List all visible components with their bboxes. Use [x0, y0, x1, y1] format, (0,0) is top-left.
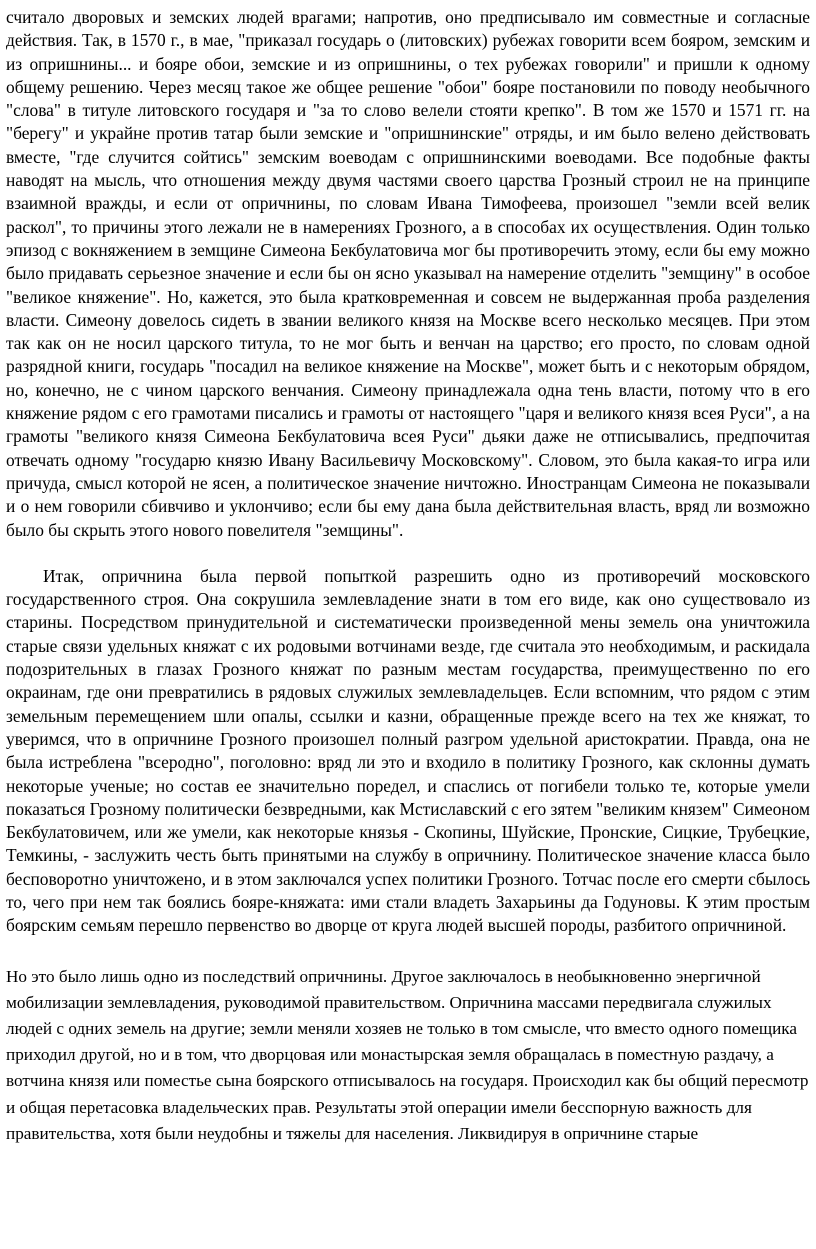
paragraph-2: Итак, опричнина была первой попыткой разрешить одно из противоречий московского государственного строя. Она сокрушила землевладение знати в том его виде, как оно существовало из старины. Посредством принудительной и систематически произведенной мены земель она уничтожила старые связи удельных княжат с их родовыми вотчинами везде, где считала это необходимым, и раскидала подозрительных в глазах Грозного княжат по разным местам государства, преимущественно по его окраинам, где они превратились в рядовых служилых землевладельцев. Если вспомним, что рядом с этим земельным перемещением шли опалы, ссылки и казни, обращенные прежде всего на тех же княжат, то уверимся, что в опричнине Грозного произошел полный разгром удельной аристократии. Правда, она не была истреблена "всеродно", поголовно: вряд ли это и входило в политику Грозного, как склонны думать некоторые ученые; но состав ее значительно поредел, и спаслись от погибели только те, которые умели показаться Грозному политически безвредными, как Мстиславский с его зятем "великим князем" Симеоном Бекбулатовичем, или же умели, как некоторые князья - Скопины, Шуйские, Пронские, Сицкие, Трубецкие, Темкины, - заслужить честь быть принятыми на службу в опричнину. Политическое значение класса было бесповоротно уничтожено, и в этом заключался успех политики Грозного. Тотчас после его смерти сбылось то, чего при нем так боялись бояре-княжата: ими стали владеть Захарьины да Годуновы. К этим простым боярским семьям перешло первенство во дворце от круга людей высшей породы, разбитого опричниной.: [6, 565, 810, 936]
paragraph-3: Но это было лишь одно из последствий опричнины. Другое заключалось в необыкновенно энергичной мобилизации землевладения, руководимой правительством. Опричнина массами передвигала служилых людей с одних земель на другие; земли меняли хозяев не только в том смысле, что вместо одного помещика приходил другой, но и в том, что дворцовая или монастырская земля обращалась в поместную раздачу, а вотчина князя или поместье сына боярского отписывалось на государя. Происходил как бы общий пересмотр и общая перетасовка владельческих прав. Результаты этой операции имели бесспорную важность для правительства, хотя были неудобны и тяжелы для населения. Ликвидируя в опричнине старые: [6, 966, 809, 1143]
paragraph-1: считало дворовых и земских людей врагами; напротив, оно предписывало им совместные и согласные действия. Так, в 1570 г., в мае, "приказал государь о (литовских) рубежах говорити всем бояром, земским и из опришнины... и бояре обои, земские и из опришнины, о тех рубежах говорили" и пришли к одному общему решению. Через месяц такое же общее решение "обои" бояре постановили по поводу необычного "слова" в титуле литовского государя и "за то слово велели стояти крепко". В том же 1570 и 1571 гг. на "берегу" и украйне против татар были земские и "опришнинские" отряды, и им было велено действовать вместе, "где случится сойтись" земским воеводам с опришнинскими воеводами. Все подобные факты наводят на мысль, что отношения между двумя частями своего царства Грозный строил не на принципе взаимной вражды, и если от опричнины, по словам Ивана Тимофеева, произошел "земли всей велик раскол", то причины этого лежали не в намерениях Грозного, а в способах их осуществления. Один только эпизод с вокняжением в земщине Симеона Бекбулатовича мог бы противоречить этому, если бы ему можно было придавать серьезное значение и если бы он ясно указывал на намерение отделить "земщину" в особое "великое княжение". Но, кажется, это была кратковременная и совсем не выдержанная проба разделения власти. Симеону довелось сидеть в звании великого князя на Москве всего несколько месяцев. При этом так как он не носил царского титула, то не мог быть и венчан на царство; его просто, по словам одной разрядной книги, государь "посадил на великое княжение на Москве", может быть и с некоторым обрядом, но, конечно, не с чином царского венчания. Симеону принадлежала одна тень власти, потому что в его княжение рядом с его грамотами писались и грамоты от настоящего "царя и великого князя всея Руси", а на грамоты "великого князя Симеона Бекбулатовича всея Руси" дьяки даже не отписывались, предпочитая отвечать одному "государю князю Ивану Васильевичу Московскому". Словом, это была какая-то игра или причуда, смысл которой не ясен, а политическое значение ничтожно. Иностранцам Симеона не показывали и о нем говорили сбивчиво и уклончиво; если бы ему дана была действительная власть, вряд ли возможно было бы скрыть этого нового повелителя "земщины".: [6, 7, 810, 540]
